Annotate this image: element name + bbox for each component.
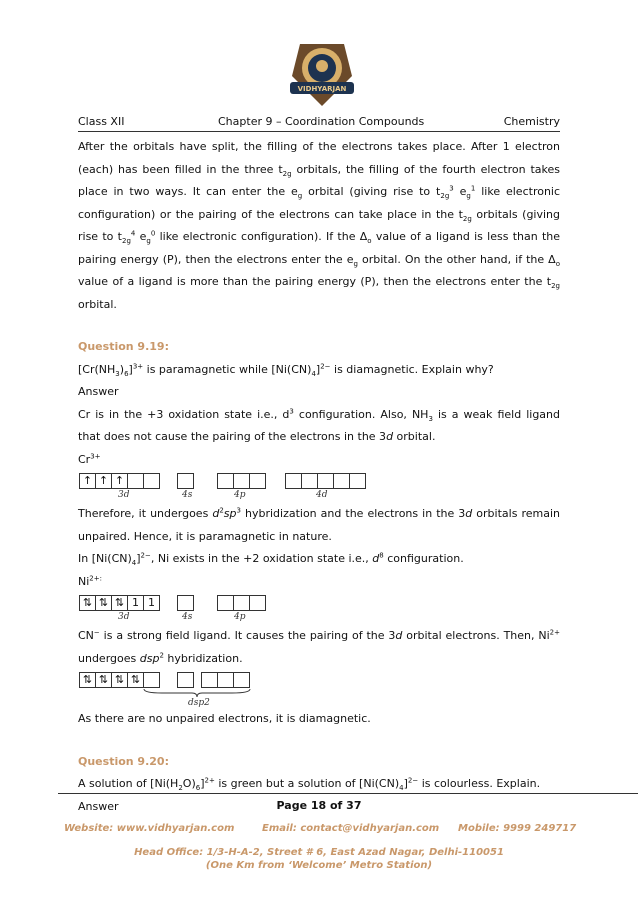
orbital-box: ⇅ bbox=[95, 672, 112, 688]
question-title-9-19: Question 9.19: bbox=[78, 340, 169, 353]
orbital-box: ⇅ bbox=[95, 595, 112, 611]
answer-hybridization: Therefore, it undergoes $d^2sp^3$ hybridization and the electrons in the 3d orbitals remain unpaired. Hence, it is paramagnetic in nature. bbox=[78, 506, 560, 543]
footer-website[interactable]: Website: www.vidhyarjan.com bbox=[64, 823, 235, 834]
ni-orbital-diagram: ⇅ ⇅ ⇅ 1 1 3d 4s 4p bbox=[78, 593, 560, 625]
orbital-box bbox=[143, 473, 160, 489]
answer-cn-ligand: CN− is a strong field ligand. It causes the pairing of the 3d orbital electrons. Then, $Ni^{2+}$ undergoes dsp$^2$ hybridization. bbox=[78, 628, 560, 665]
footer-office: Head Office: 1/3-H-A-2, Street # 6, East Azad Nagar, Delhi-110051 bbox=[134, 847, 504, 858]
orbital-box: ↑ bbox=[111, 473, 128, 489]
cr-orbital-diagram: ↑ ↑ ↑ 3d 4s 4p 4d bbox=[78, 471, 560, 503]
orbital-box: ⇅ bbox=[127, 672, 144, 688]
dsp2-orbital-diagram: ⇅ ⇅ ⇅ ⇅ dsp2 bbox=[78, 670, 560, 708]
cr-ion-label: $Cr^{3+}$ bbox=[78, 451, 101, 466]
orbital-box bbox=[143, 672, 160, 688]
answer-label: Answer bbox=[78, 799, 119, 813]
question-text-9-20: A solution of $[Ni(H_2O)_6]^{2+}$ is green but a solution of $[Ni(CN)_4]^{2-}$ is colourless. Explain. bbox=[78, 776, 541, 793]
orbital-box bbox=[127, 473, 144, 489]
header-chapter: Chapter 9 – Coordination Compounds bbox=[218, 115, 425, 128]
vidhyarjan-logo bbox=[280, 36, 364, 112]
orbital-box: ⇅ bbox=[111, 595, 128, 611]
dsp2-brace bbox=[142, 688, 252, 698]
orbital-box: ⇅ bbox=[111, 672, 128, 688]
orbital-box: ⇅ bbox=[79, 595, 96, 611]
footer-email[interactable]: Email: contact@vidhyarjan.com bbox=[262, 823, 440, 834]
logo-text: VIDHYARJAN bbox=[297, 85, 347, 93]
paragraph-orbital-filling: After the orbitals have split, the filling of the electrons takes place. After 1 electron (each) has been filled in the three $t_{2g}$ orbitals, the filling of the fourth electron takes place in two ways. It can enter the $e_g$ orbital (giving rise to $t_{2g}^3$ $e_g^1$ like electronic configuration) or the pairing of the electrons can take place in the $t_{2g}$ orbitals (giving rise to $t_{2g}^4$ $e_g^0$ like electronic configuration). If the $\Delta_o$ value of a ligand is less than the pairing energy (P), then the electrons enter the $e_g$ orbital. On the other hand, if the $\Delta_o$ value of a ligand is more than the pairing energy (P), then the electrons enter the $t_{2g}$ orbital. bbox=[78, 140, 561, 311]
header-class: Class XII bbox=[78, 115, 125, 128]
orbital-box: ↑ bbox=[79, 473, 96, 489]
orbital-box: ⇅ bbox=[79, 672, 96, 688]
orbital-box: ↑ bbox=[95, 473, 112, 489]
question-title-9-20: Question 9.20: bbox=[78, 754, 169, 768]
footer-office-note: (One Km from ‘Welcome’ Metro Station) bbox=[205, 860, 433, 871]
orbital-box: 1 bbox=[143, 595, 160, 611]
question-text-9-19: $[Cr(NH_3)_6]^{3+}$ is paramagnetic while $[Ni(CN)_4]^{2-}$ is diamagnetic. Explain why? bbox=[78, 361, 494, 378]
orbital-box: 1 bbox=[127, 595, 144, 611]
answer-cr-config: Cr is in the +3 oxidation state i.e., $d^3$ configuration. Also, $NH_3$ is a weak field ligand that does not cause the pairing of the electrons in the 3d orbital. bbox=[78, 406, 560, 443]
header-subject: Chemistry bbox=[503, 115, 560, 128]
answer-conclusion: As there are no unpaired electrons, it is diamagnetic. bbox=[78, 712, 371, 725]
page-content bbox=[78, 136, 560, 818]
footer-mobile: Mobile: 9999 249717 bbox=[458, 823, 577, 834]
answer-label: Answer bbox=[78, 385, 119, 398]
page-header bbox=[78, 115, 560, 132]
answer-ni-config: In $[Ni(CN)_4]^{2-}$, Ni exists in the +2 oxidation state i.e., $d^8$ configuration. bbox=[78, 551, 464, 568]
orbital-box bbox=[177, 473, 194, 489]
footer-divider bbox=[58, 793, 638, 794]
ni-ion-label: $Ni^{2+:}$ bbox=[78, 573, 102, 588]
page-number: Page 18 of 37 bbox=[276, 799, 362, 812]
